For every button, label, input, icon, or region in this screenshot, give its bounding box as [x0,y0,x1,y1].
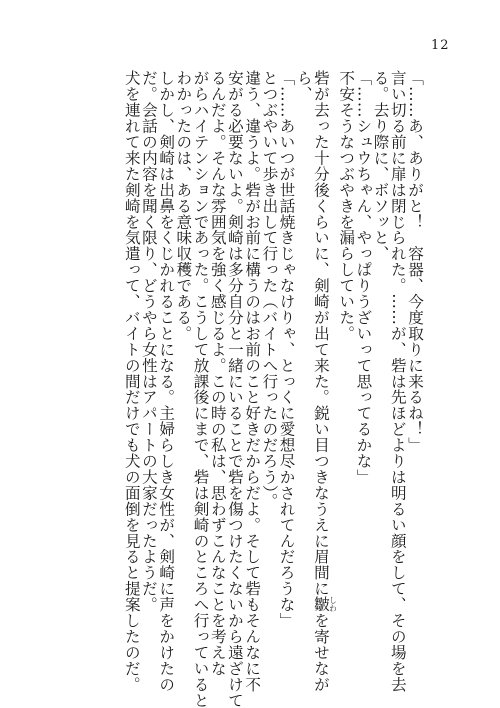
text-line: 「……あいつが世話焼きじゃなけりゃ、とっくに愛想尽かされてんだろうな」 [277,70,296,629]
text-line: 「……あ、ありがと！ 容器、今度取りに来るね！」 [406,70,424,453]
ruby-annotation: 皺しわ [311,596,338,613]
text-line: 違う、違うよ。砦がお前に構うのはお前のこと好きだからだよ。そして砦もそんなに不 [243,70,262,693]
text-line: だ。会話の内容を聞く限り、どうやら女性はアパートの大家だったようだ。 [139,70,158,613]
text-line: 言い切る前に扉は閉じられた。……が、砦は先ほどよりは明るい顔をして、その場を去 [388,70,407,693]
text-line: る。去り際に、ボソッと、 [371,70,390,262]
text-line: 犬を連れて来た剣崎を気遣って、バイトの間だけでも犬の面倒を見ると提案したのだ。 [122,70,141,693]
text-line: 砦が去った十分後くらいに、剣崎が出て来た。鋭い目つきなうえに眉間に皺しわを寄せなが [311,70,338,693]
text-line: ら、 [294,70,313,102]
text-line: しかし、剣崎は出鼻をくじかれることになる。主婦らしき女性が、剣崎に声をかけたの [157,70,176,693]
text-line: わかったのは、ある意味収穫である。 [174,70,193,342]
text-line: 安がる必要ないよ。剣崎は多分自分と一緒にいることで砦を傷つけたくないから遠ざけて [225,70,244,708]
novel-text [78,70,424,708]
ruby-reading: しわ [328,596,338,613]
text-line: 「……シュウちゃん、やっぱりうざいって思ってるかな」 [354,70,373,485]
page-number: 12 [431,38,450,53]
text-line: がらハイテンションであった。こうして放課後にまで、砦は剣崎のところへ行っていると [191,70,210,708]
text-line: るんだよ。そんな雰囲気を強く感じるよ。この時の私は、思わずこんなことを考えな [208,70,227,677]
text-line: とつぶやいて歩き出して行った（バイトへ行ったのだろう）。 [260,70,279,509]
text-line: 不安そうなつぶやきを漏らしていた。 [337,70,356,342]
